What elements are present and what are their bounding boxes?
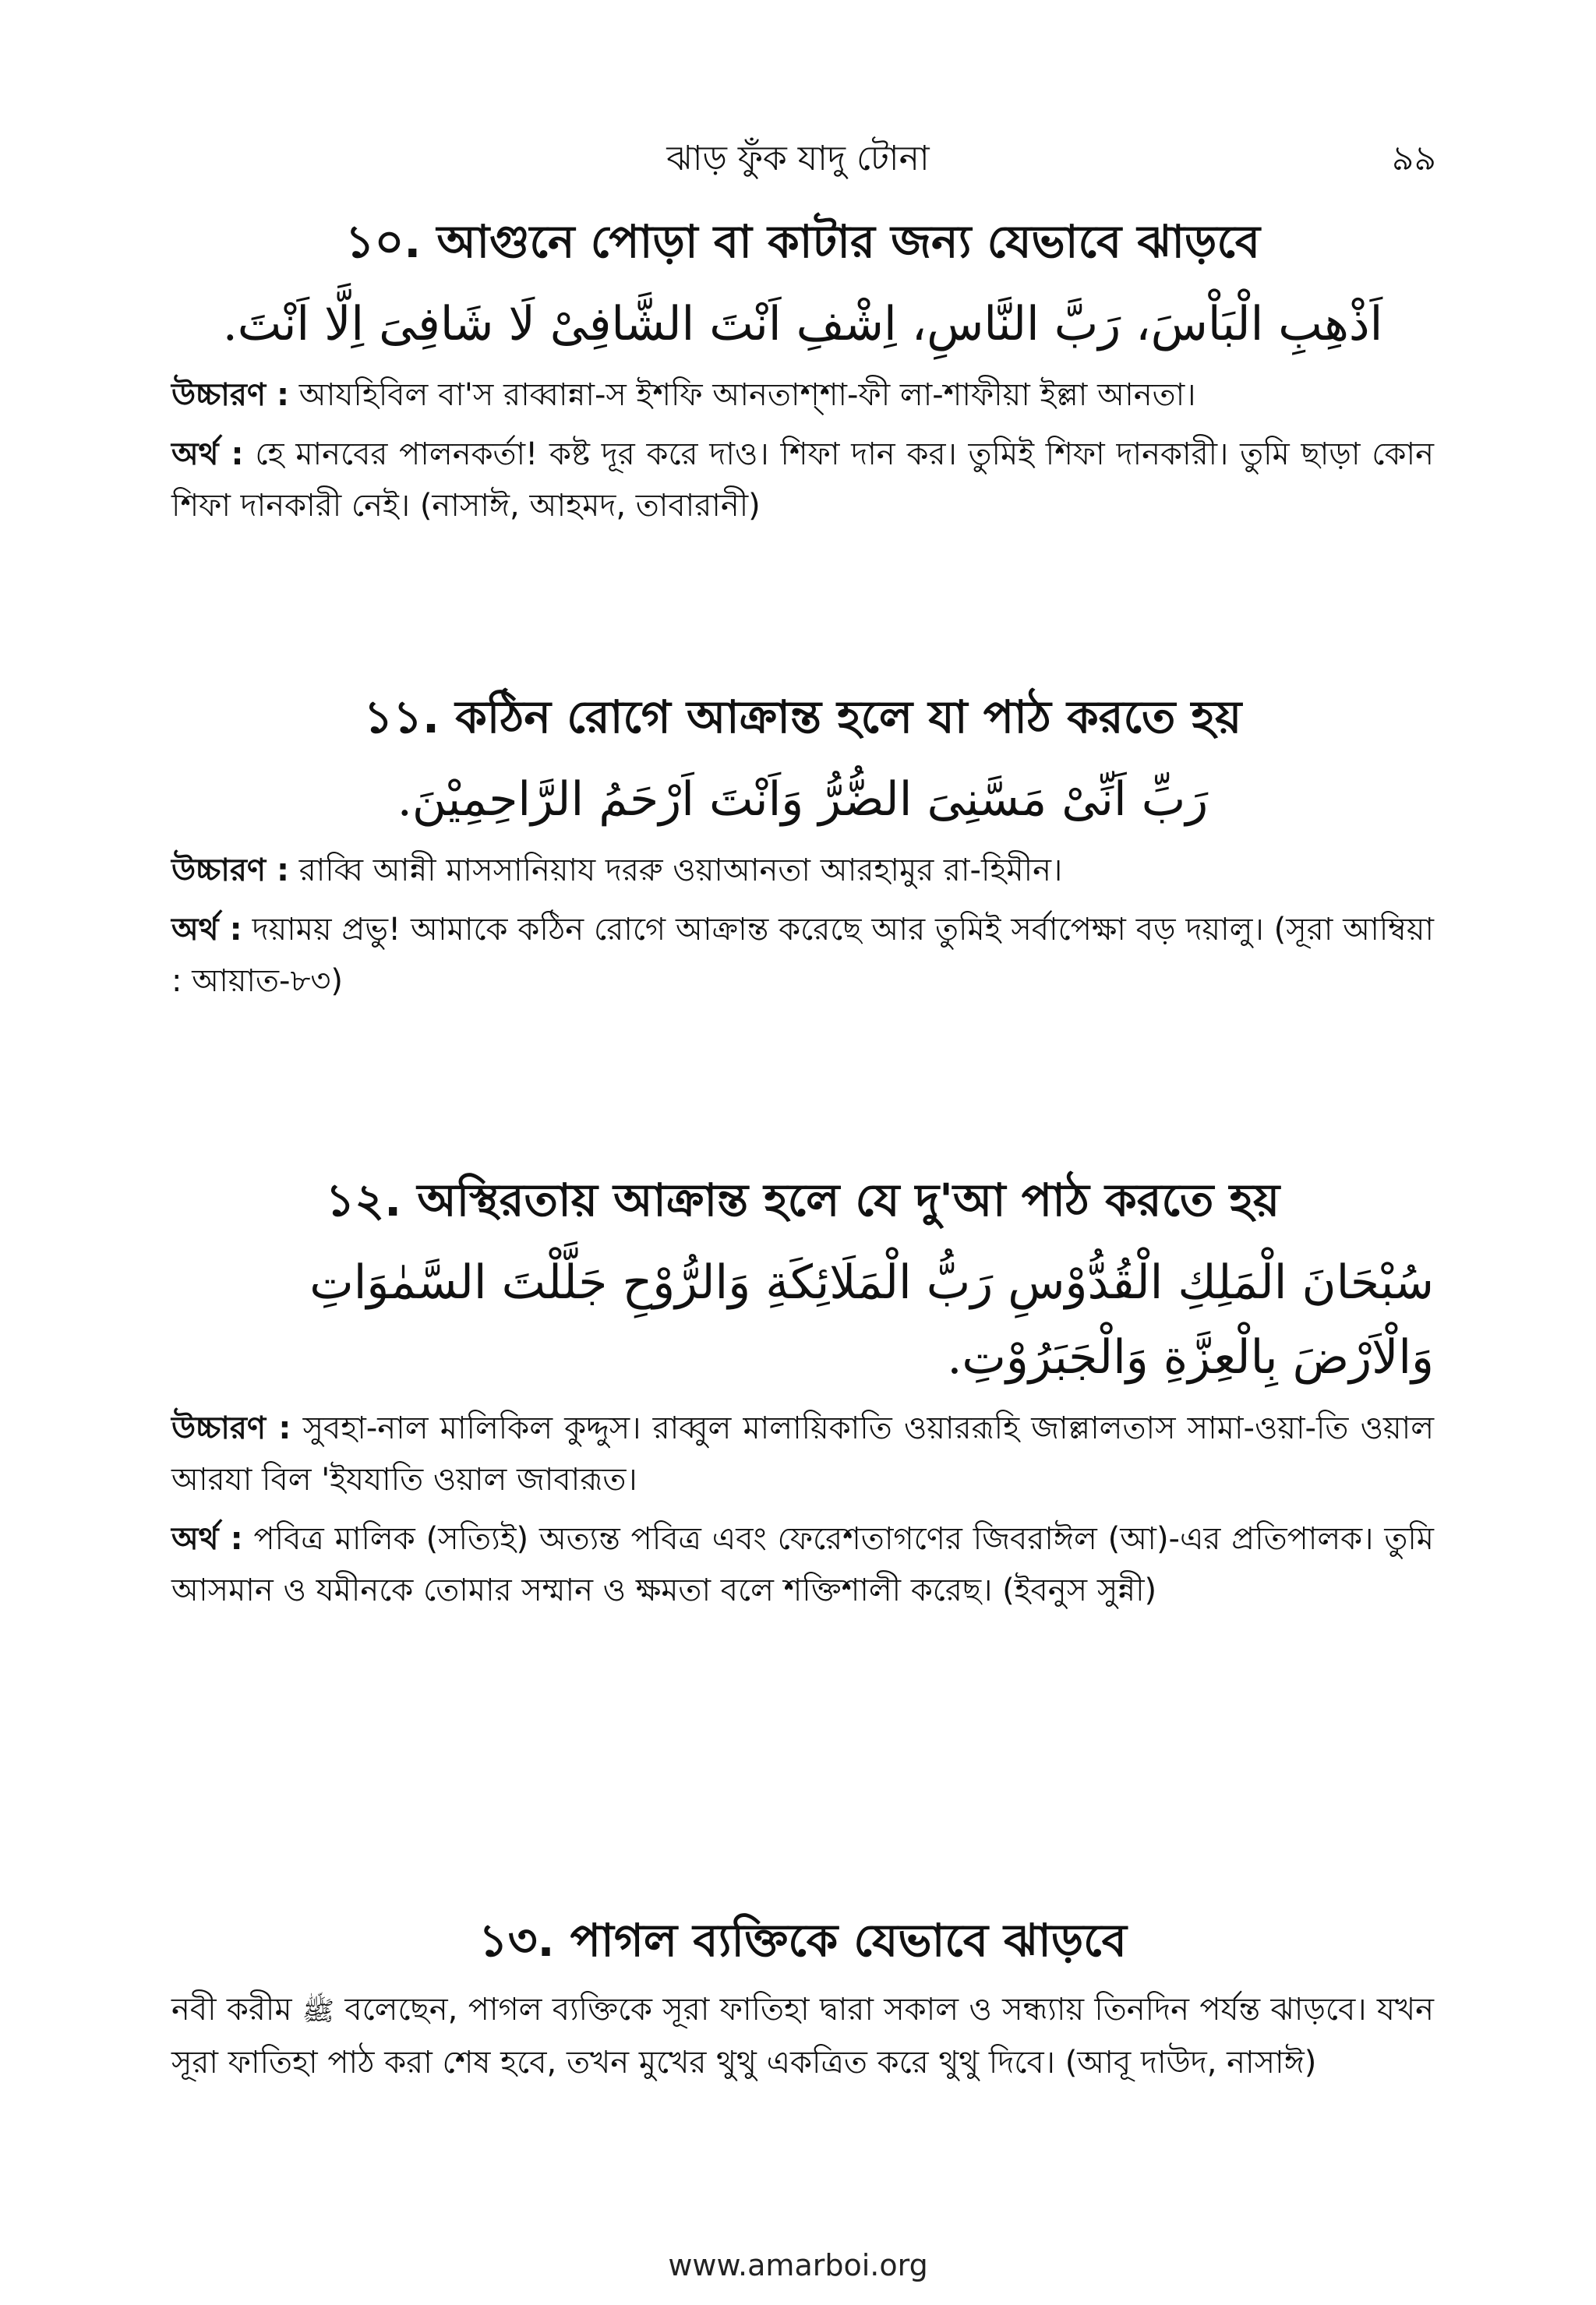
pronunciation-label: উচ্চারণ :	[171, 1410, 291, 1446]
arabic-dua: رَبِّ اَنِّىْ مَسَّنِىَ الضُّرُّ وَاَنْتَ اَرْحَمُ الرَّاحِمِيْنَ.	[397, 772, 1209, 827]
body-text-after: বলেছেন, পাগল ব্যক্তিকে সূরা ফাতিহা দ্বারা সকাল ও সন্ধ্যায় তিনদিন পর্যন্ত ঝাড়বে। যখন সূরা ফাতিহা পাঠ করা শেষ হবে, তখন মুখের থুথু একত্রিত করে থুথু দিবে। (আবূ দাউদ, নাসাঈ)	[171, 1992, 1435, 2081]
section-13	[171, 1909, 1434, 2088]
meaning	[171, 904, 1434, 1007]
page-number: ৯৯	[1391, 139, 1436, 178]
pronunciation-text: আযহিবিল বা'স রাব্বান্না-স ইশফি আনতাশ্শা-ফী লা-শাফীয়া ইল্লা আনতা।	[298, 377, 1196, 413]
arabic-dua: اَذْهِبِ الْبَاْسَ، رَبَّ النَّاسِ، اِشْفِ اَنْتَ الشَّافِىْ لَا شَافِىَ اِلَّا اَنْتَ.	[222, 297, 1383, 351]
pronunciation-label: উচ্চারণ :	[171, 377, 289, 413]
meaning	[171, 429, 1434, 531]
section-heading: ১৩. পাগল ব্যক্তিকে যেভাবে ঝাড়বে	[478, 1914, 1127, 1967]
pronunciation-label: উচ্চারণ :	[171, 852, 289, 888]
arabic-dua-line-1: سُبْحَانَ الْمَلِكِ الْقُدُّوْسِ رَبُّ الْمَلَائِكَةِ وَالرُّوْحِ جَلَّلْتَ السَّمٰوَاتِ	[309, 1255, 1434, 1310]
footer-url: www.amarboi.org	[668, 2248, 928, 2282]
pronunciation-text: সুবহা-নাল মালিকিল কুদ্দুস। রাব্বুল মালায়িকাতি ওয়াররূহি জাল্লালতাস সামা-ওয়া-তি ওয়াল আরযা বিল 'ইযযাতি ওয়াল জাবারূত।	[171, 1410, 1434, 1498]
body-text	[171, 1984, 1434, 2088]
meaning-label: অর্থ :	[171, 436, 244, 472]
body-text-before: নবী করীম	[171, 1992, 292, 2028]
meaning-text: হে মানবের পালনকর্তা! কষ্ট দূর করে দাও। শিফা দান কর। তুমিই শিফা দানকারী। তুমি ছাড়া কোন শিফা দানকারী নেই। (নাসাঈ, আহমদ, তাবারানী)	[171, 436, 1434, 524]
book-title: ঝাড় ফুঁক যাদু টোনা	[666, 139, 930, 178]
pronunciation	[171, 369, 1434, 421]
meaning-text: দয়াময় প্রভু! আমাকে কঠিন রোগে আক্রান্ত করেছে আর তুমিই সর্বাপেক্ষা বড় দয়ালু। (সূরা আম্বিয়া : আয়াত-৮৩)	[171, 912, 1435, 999]
meaning-label: অর্থ :	[171, 912, 242, 948]
section-12	[171, 1169, 1434, 1616]
meaning-label: অর্থ :	[171, 1521, 243, 1557]
meaning-text: পবিত্র মালিক (সত্যিই) অত্যন্ত পবিত্র এবং ফেরেশতাগণের জিবরাঈল (আ)-এর প্রতিপালক। তুমি আসমান ও যমীনকে তোমার সম্মান ও ক্ষমতা বলে শক্তিশালী করেছ। (ইবনুস সুন্নী)	[171, 1521, 1435, 1608]
arabic-dua-line-2: وَالْاَرْضَ بِالْعِزَّةِ وَالْجَبَرُوْتِ.	[947, 1330, 1434, 1385]
section-heading: ১২. অস্থিরতায় আক্রান্ত হলে যে দু'আ পাঠ করতে হয়	[325, 1174, 1280, 1227]
running-header	[0, 123, 1596, 178]
section-heading: ১১. কঠিন রোগে আক্রান্ত হলে যা পাঠ করতে হয়	[363, 690, 1242, 743]
pronunciation	[171, 845, 1434, 896]
salutation-glyph: ﷺ	[302, 1996, 334, 2027]
section-heading: ১০. আগুনে পোড়া বা কাটার জন্য যেভাবে ঝাড়বে	[344, 215, 1261, 268]
pronunciation	[171, 1403, 1434, 1505]
section-10	[171, 210, 1434, 531]
meaning	[171, 1513, 1434, 1616]
section-11	[171, 686, 1434, 1007]
pronunciation-text: রাব্বি আন্নী মাসসানিয়ায দররু ওয়াআনতা আরহামুর রা-হিমীন।	[298, 852, 1063, 888]
